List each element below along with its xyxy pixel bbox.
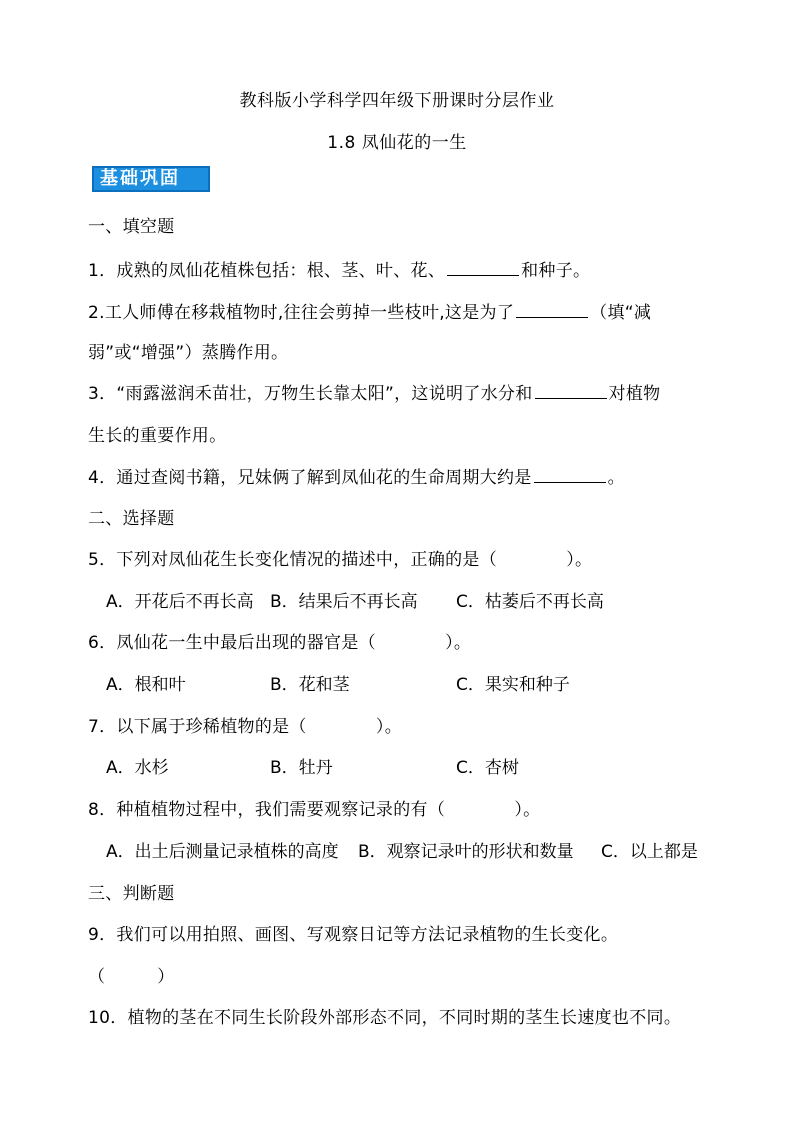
question-9: 9．我们可以用拍照、画图、写观察日记等方法记录植物的生长变化。 <box>88 925 619 945</box>
question-1-tail: 和种子。 <box>521 261 591 281</box>
question-6: 6．凤仙花一生中最后出现的器官是（ ）。 <box>88 633 472 653</box>
section-heading-judge: 三、判断题 <box>88 884 175 904</box>
section-badge: 基础巩固 <box>92 166 210 192</box>
question-4-text: 4．通过查阅书籍，兄妹俩了解到凤仙花的生命周期大约是 <box>88 468 532 488</box>
section-heading-fill: 一、填空题 <box>88 217 175 237</box>
question-4-tail: 。 <box>607 468 625 488</box>
q5-option-c[interactable]: C．枯萎后不再长高 <box>456 592 604 612</box>
question-2-line-2: 弱”或“增强”）蒸腾作用。 <box>88 343 289 363</box>
q6-option-c[interactable]: C．果实和种子 <box>456 675 570 695</box>
question-4 <box>88 463 625 488</box>
answer-blank-1[interactable] <box>447 257 519 276</box>
question-3-tail: 对植物 <box>608 384 661 404</box>
question-1 <box>88 256 590 281</box>
answer-blank-2[interactable] <box>516 299 588 318</box>
question-2-text: 2.工人师傅在移栽植物时,往往会剪掉一些枝叶,这是为了 <box>88 303 515 323</box>
q8-option-b[interactable]: B．观察记录叶的形状和数量 <box>358 842 574 862</box>
question-2 <box>88 298 651 323</box>
document-title: 教科版小学科学四年级下册课时分层作业 <box>239 91 555 111</box>
question-8: 8．种植植物过程中，我们需要观察记录的有（ ）。 <box>88 800 541 820</box>
q6-option-a[interactable]: A．根和叶 <box>106 675 186 695</box>
question-7: 7．以下属于珍稀植物的是（ ）。 <box>88 717 403 737</box>
question-5: 5．下列对凤仙花生长变化情况的描述中，正确的是（ ）。 <box>88 550 593 570</box>
q7-option-c[interactable]: C．杏树 <box>456 758 519 778</box>
q5-option-b[interactable]: B．结果后不再长高 <box>270 592 418 612</box>
q8-option-c[interactable]: C．以上都是 <box>601 842 698 862</box>
question-2-tail: （填“减 <box>590 303 652 323</box>
question-10: 10．植物的茎在不同生长阶段外部形态不同，不同时期的茎生长速度也不同。 <box>88 1008 682 1028</box>
q5-option-a[interactable]: A．开花后不再长高 <box>106 592 254 612</box>
answer-blank-3[interactable] <box>535 380 607 399</box>
question-3-line-2: 生长的重要作用。 <box>88 426 227 446</box>
q6-option-b[interactable]: B．花和茎 <box>270 675 350 695</box>
section-heading-choice: 二、选择题 <box>88 509 175 529</box>
q7-option-b[interactable]: B．牡丹 <box>270 758 333 778</box>
question-3-text: 3．“雨露滋润禾苗壮，万物生长靠太阳”，这说明了水分和 <box>88 384 533 404</box>
q8-option-a[interactable]: A．出土后测量记录植株的高度 <box>106 842 339 862</box>
answer-blank-4[interactable] <box>534 464 606 483</box>
q7-option-a[interactable]: A．水杉 <box>106 758 169 778</box>
question-3 <box>88 379 660 404</box>
question-1-text: 1．成熟的凤仙花植株包括：根、茎、叶、花、 <box>88 261 446 281</box>
question-9-answer-paren[interactable]: （ ） <box>88 967 175 987</box>
lesson-title: 1.8 凤仙花的一生 <box>327 133 467 153</box>
